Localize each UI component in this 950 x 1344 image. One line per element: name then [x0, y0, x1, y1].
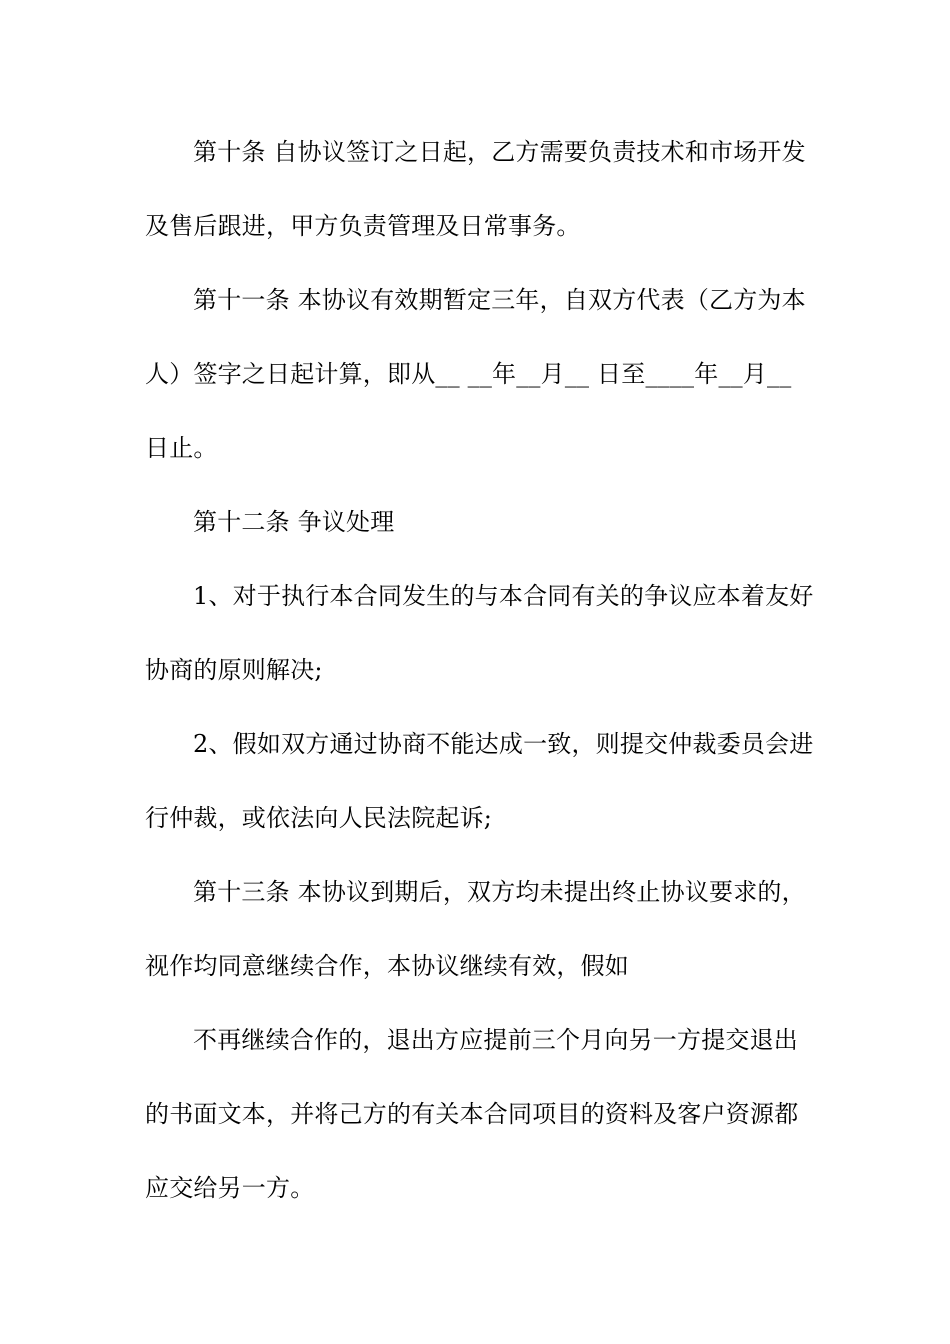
article-11-line-2: 人）签字之日起计算，即从__ __年__月__ 日至____年__月__ [145, 360, 792, 388]
article-12-heading: 第十二条 争议处理 [193, 508, 395, 536]
article-10-line-2: 及售后跟进，甲方负责管理及日常事务。 [145, 212, 581, 240]
article-13-line-3: 不再继续合作的，退出方应提前三个月向另一方提交退出 [193, 1026, 798, 1054]
article-13-line-5: 应交给另一方。 [145, 1174, 315, 1202]
article-11-line-1: 第十一条 本协议有效期暂定三年，自双方代表（乙方为本 [193, 286, 806, 314]
article-11-line-3: 日止。 [145, 434, 218, 462]
clause-2-line-1: 2、假如双方通过协商不能达成一致，则提交仲裁委员会进 [193, 730, 814, 758]
article-13-line-4: 的书面文本，并将己方的有关本合同项目的资料及客户资源都 [145, 1100, 799, 1128]
clause-2-line-2: 行仲裁，或依法向人民法院起诉; [145, 804, 493, 832]
clause-1-line-1: 1、对于执行本合同发生的与本合同有关的争议应本着友好 [193, 582, 814, 610]
article-13-line-2: 视作均同意继续合作，本协议继续有效，假如 [145, 952, 629, 980]
clause-1-line-2: 协商的原则解决; [145, 656, 323, 684]
article-13-line-1: 第十三条 本协议到期后，双方均未提出终止协议要求的， [193, 878, 806, 906]
article-10-line-1: 第十条 自协议签订之日起，乙方需要负责技术和市场开发 [193, 138, 806, 166]
